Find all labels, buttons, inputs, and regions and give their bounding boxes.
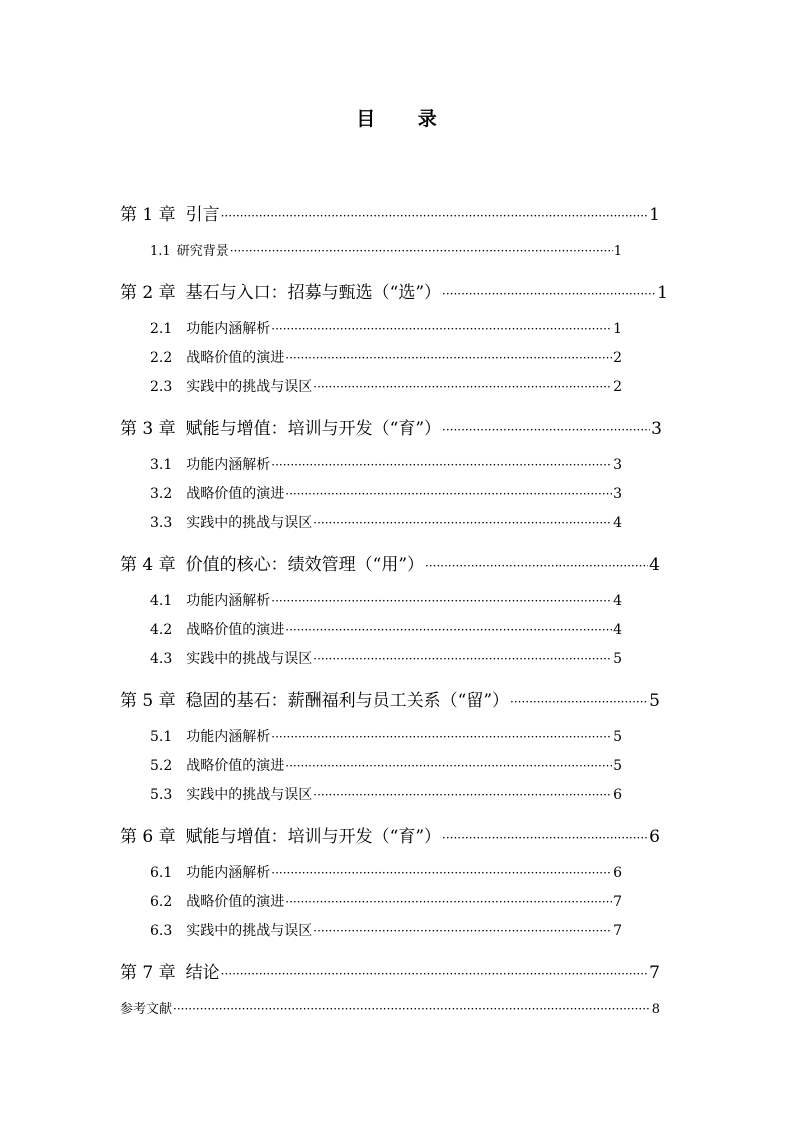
toc-entry[interactable] xyxy=(120,822,660,847)
toc-entry-title: 结论 xyxy=(185,963,220,983)
dot-leader xyxy=(230,244,613,258)
toc-entry[interactable] xyxy=(150,590,622,610)
toc-entry[interactable] xyxy=(120,200,660,225)
toc-entry-title: 实践中的挑战与误区 xyxy=(186,787,313,803)
toc-entry[interactable] xyxy=(150,891,622,911)
toc-entry[interactable] xyxy=(120,958,660,983)
toc-entry-page: 4 xyxy=(613,515,622,531)
toc-entry-title: 实践中的挑战与误区 xyxy=(186,923,313,939)
toc-entry-number: 6.1 xyxy=(150,865,173,881)
toc-entry-title: 功能内涵解析 xyxy=(186,593,271,609)
toc-entry[interactable] xyxy=(150,920,622,940)
toc-entry-page: 4 xyxy=(613,622,622,638)
dot-leader xyxy=(510,695,648,709)
toc-entry-number: 4.1 xyxy=(150,593,173,609)
dot-leader xyxy=(313,516,612,530)
toc-entry[interactable] xyxy=(120,998,660,1017)
toc-entry-number: 第 3 章 xyxy=(120,419,176,439)
toc-entry-page: 4 xyxy=(613,593,622,609)
toc-entry-page: 3 xyxy=(651,419,662,439)
toc-entry-title: 战略价值的演进 xyxy=(186,622,285,638)
toc-entry-page: 1 xyxy=(657,283,668,303)
dot-leader xyxy=(442,287,656,301)
toc-entry[interactable] xyxy=(120,278,668,303)
toc-entry-title: 战略价值的演进 xyxy=(186,486,285,502)
toc-entry-title: 功能内涵解析 xyxy=(186,321,271,337)
toc-entry-page: 7 xyxy=(613,923,622,939)
toc-entry-title: 稳固的基石：薪酬福利与员工关系（“留”） xyxy=(185,691,510,711)
toc-entry-page: 1 xyxy=(613,321,622,337)
toc-entry[interactable] xyxy=(120,550,660,575)
toc-entry-page: 2 xyxy=(613,379,622,395)
toc-entry-title: 功能内涵解析 xyxy=(186,457,271,473)
toc-entry-title: 引言 xyxy=(185,205,220,225)
toc-entry-page: 1 xyxy=(613,244,622,259)
toc-entry-page: 4 xyxy=(649,555,660,575)
toc-entry-number: 3.3 xyxy=(150,515,173,531)
toc-entry-number: 3.1 xyxy=(150,457,173,473)
toc-entry-title: 实践中的挑战与误区 xyxy=(186,515,313,531)
toc-entry[interactable] xyxy=(150,648,622,668)
toc-entry-number: 4.3 xyxy=(150,651,173,667)
toc-entry-page: 8 xyxy=(651,1002,660,1017)
toc-entry-number: 6.3 xyxy=(150,923,173,939)
toc-entry-title: 实践中的挑战与误区 xyxy=(186,651,313,667)
toc-entry-page: 5 xyxy=(613,729,622,745)
toc-entry-title: 功能内涵解析 xyxy=(186,865,271,881)
dot-leader xyxy=(221,209,649,223)
toc-entry[interactable] xyxy=(150,619,622,639)
toc-entry-title: 基石与入口：招募与甄选（“选”） xyxy=(185,283,442,303)
dot-leader xyxy=(271,730,612,744)
dot-leader xyxy=(271,594,612,608)
toc-entry-number: 3.2 xyxy=(150,486,173,502)
toc-entry[interactable] xyxy=(150,483,622,503)
toc-entry-number: 4.2 xyxy=(150,622,173,638)
toc-entry[interactable] xyxy=(120,686,660,711)
toc-entry-title: 战略价值的演进 xyxy=(186,758,285,774)
dot-leader xyxy=(285,351,612,365)
toc-entry-title: 实践中的挑战与误区 xyxy=(186,379,313,395)
toc-entry-title: 参考文献 xyxy=(120,1002,173,1017)
toc-entry[interactable] xyxy=(150,240,622,259)
toc-entry-page: 3 xyxy=(613,486,622,502)
dot-leader xyxy=(285,895,612,909)
toc-entry[interactable] xyxy=(150,376,622,396)
toc-entry-page: 7 xyxy=(649,963,660,983)
dot-leader xyxy=(313,652,612,666)
dot-leader xyxy=(271,322,612,336)
toc-entry-number: 5.1 xyxy=(150,729,173,745)
dot-leader xyxy=(313,788,612,802)
toc-entry[interactable] xyxy=(150,318,622,338)
toc-entry-number: 2.1 xyxy=(150,321,173,337)
toc-entry-title: 研究背景 xyxy=(176,244,229,259)
toc-entry[interactable] xyxy=(150,862,622,882)
toc-entry[interactable] xyxy=(150,755,622,775)
toc-entry-page: 5 xyxy=(613,758,622,774)
toc-entry-number: 5.2 xyxy=(150,758,173,774)
toc-entry-page: 2 xyxy=(613,350,622,366)
dot-leader xyxy=(271,866,612,880)
dot-leader xyxy=(442,831,648,845)
toc-entry-number: 第 1 章 xyxy=(120,205,176,225)
dot-leader xyxy=(285,759,612,773)
toc-entry[interactable] xyxy=(150,726,622,746)
toc-entry-page: 7 xyxy=(613,894,622,910)
toc-entry[interactable] xyxy=(150,454,622,474)
dot-leader xyxy=(221,967,649,981)
dot-leader xyxy=(313,924,612,938)
toc-title: 目 录 xyxy=(356,108,455,130)
toc-entry-page: 6 xyxy=(613,787,622,803)
toc-entry-title: 赋能与增值：培训与开发（“育”） xyxy=(185,419,442,439)
dot-leader xyxy=(173,1002,651,1016)
dot-leader xyxy=(285,487,612,501)
dot-leader xyxy=(425,559,648,573)
dot-leader xyxy=(271,458,612,472)
toc-entry-title: 战略价值的演进 xyxy=(186,894,285,910)
toc-entry-title: 战略价值的演进 xyxy=(186,350,285,366)
toc-entry-title: 功能内涵解析 xyxy=(186,729,271,745)
toc-entry[interactable] xyxy=(120,414,662,439)
toc-entry-title: 价值的核心：绩效管理（“用”） xyxy=(185,555,425,575)
toc-entry-number: 2.3 xyxy=(150,379,173,395)
toc-entry-page: 1 xyxy=(649,205,660,225)
toc-entry-number: 2.2 xyxy=(150,350,173,366)
toc-entry-number: 第 7 章 xyxy=(120,963,176,983)
toc-entry-number: 第 5 章 xyxy=(120,691,176,711)
toc-entry[interactable] xyxy=(150,512,622,532)
dot-leader xyxy=(313,380,612,394)
toc-entry-number: 1.1 xyxy=(150,244,171,259)
dot-leader xyxy=(285,623,612,637)
toc-entry-page: 6 xyxy=(613,865,622,881)
toc-entry-page: 5 xyxy=(613,651,622,667)
toc-entry-page: 3 xyxy=(613,457,622,473)
toc-entry-number: 第 4 章 xyxy=(120,555,176,575)
toc-entry[interactable] xyxy=(150,784,622,804)
toc-entry-number: 第 6 章 xyxy=(120,827,176,847)
toc-entry[interactable] xyxy=(150,347,622,367)
toc-entry-number: 5.3 xyxy=(150,787,173,803)
toc-entry-number: 第 2 章 xyxy=(120,283,176,303)
toc-entry-page: 6 xyxy=(649,827,660,847)
toc-entry-title: 赋能与增值：培训与开发（“育”） xyxy=(185,827,442,847)
toc-entry-page: 5 xyxy=(649,691,660,711)
toc-entry-number: 6.2 xyxy=(150,894,173,910)
dot-leader xyxy=(442,423,650,437)
